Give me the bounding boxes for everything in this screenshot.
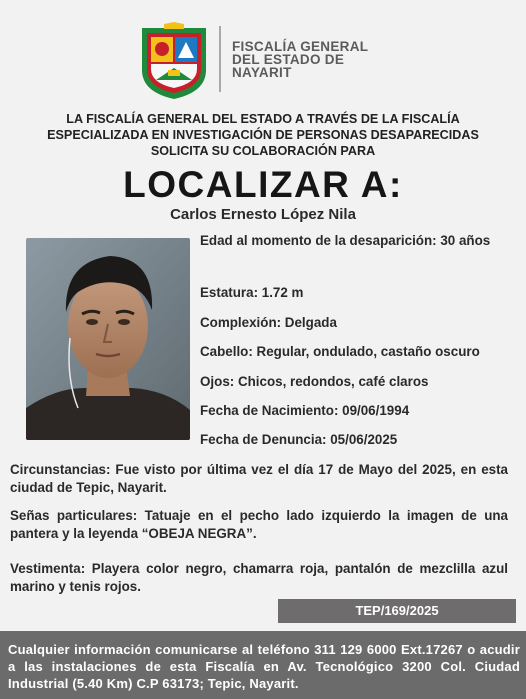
person-name: Carlos Ernesto López Nila [170,206,356,223]
agency-line-2: DEL ESTADO DE [232,52,345,67]
intro-text [0,111,526,159]
agency-line-1: FISCALÍA GENERAL [232,39,369,54]
missing-person-photo [26,238,190,440]
headline: LOCALIZAR A: [123,164,403,205]
fact-build: Complexión: Delgada [200,315,337,330]
agency-name [232,40,412,79]
case-number-badge: TEP/169/2025 [278,599,516,623]
clothing-text: Vestimenta: Playera color negro, chamarra roja, pantalón de mezclilla azul marino y tenis rojos. [10,561,508,594]
fact-birth-date: Fecha de Nacimiento: 09/06/1994 [200,403,410,418]
footer-contact-text: Cualquier información comunicarse al teléfono 311 129 6000 Ext.17267 o acudir a las instalaciones de esta Fiscalía en Av. Tecnológico 3200 Col. Ciudad Industrial (5.40 Km) C.P 63173; Tepic, Nayarit. [8,642,520,691]
header [0,18,526,100]
fact-hair: Cabello: Regular, ondulado, castaño oscuro [200,344,480,359]
intro-line-1: LA FISCALÍA GENERAL DEL ESTADO A TRAVÉS DE LA FISCALÍA [66,112,460,126]
intro-line-2: ESPECIALIZADA EN INVESTIGACIÓN DE PERSONAS DESAPARECIDAS [47,128,479,142]
intro-line-3: SOLICITA SU COLABORACIÓN PARA [150,144,376,158]
agency-line-3: NAYARIT [232,65,292,80]
identifying-marks-text: Señas particulares: Tatuaje en el pecho lado izquierdo la imagen de una pantera y la leyenda “OBEJA NEGRA”. [10,508,508,541]
coat-of-arms-icon [138,22,210,100]
footer-bar [0,631,526,699]
fact-eyes: Ojos: Chicos, redondos, café claros [200,374,429,389]
fact-report-date: Fecha de Denuncia: 05/06/2025 [200,432,398,447]
header-divider [219,26,221,92]
fact-age: Edad al momento de la desaparición: 30 años [200,233,491,248]
circumstances-text: Circunstancias: Fue visto por última vez el día 17 de Mayo del 2025, en esta ciudad de Tepic, Nayarit. [10,462,508,495]
fact-height: Estatura: 1.72 m [200,285,304,300]
